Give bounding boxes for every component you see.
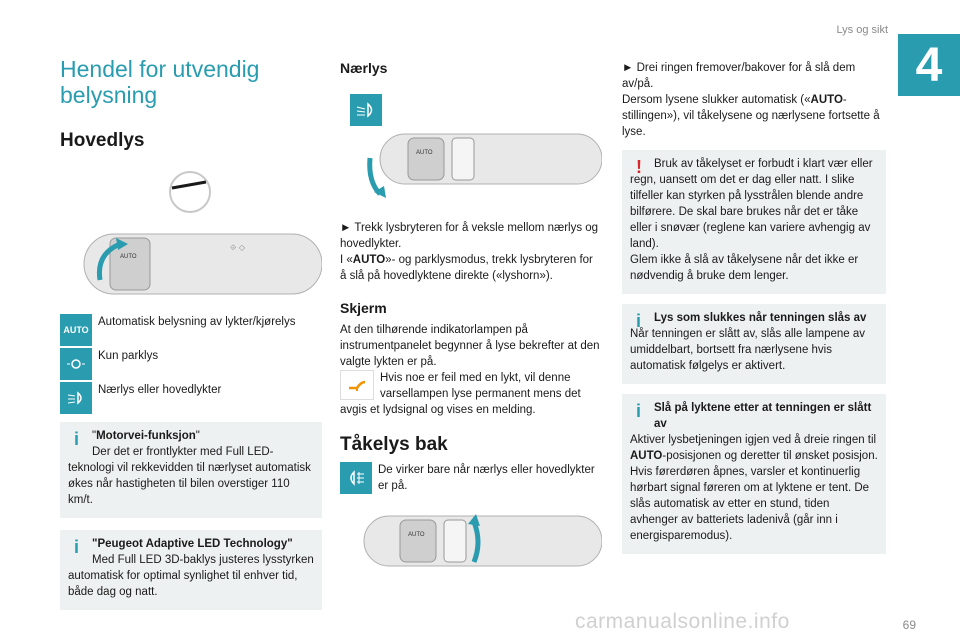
page-number: 69: [902, 618, 916, 632]
parking-lights-icon: [60, 348, 92, 380]
naerlys-instruction: ► Trekk lysbryteren for å veksle mellom nærlys og hovedlykter.: [340, 222, 599, 250]
steering-wheel-icon: [60, 162, 322, 218]
info-icon: i: [636, 401, 642, 421]
note-motorway-title: Motorvei-funksjon: [96, 430, 196, 442]
low-beam-indicator-icon: [350, 94, 382, 126]
auto-icon: AUTO: [60, 314, 92, 346]
ring-auto-bold: AUTO: [810, 94, 843, 106]
ring-auto-pre: Dersom lysene slukker automatisk («: [622, 94, 811, 106]
column-2: [340, 56, 602, 582]
steering-illustration: [60, 162, 322, 218]
rear-fog-icon: [340, 462, 372, 494]
fog-text: De virker bare når nærlys eller hovedlykter er på.: [378, 464, 595, 492]
stalk-illustration-2: [340, 128, 602, 204]
note-adaptive-title: "Peugeot Adaptive LED Technology": [92, 538, 293, 550]
info-note-adaptive: [60, 530, 322, 610]
skjerm-text: At den tilhørende indikatorlampen på instrumentpanelet begynner å lyse bekrefter at den valgte lykten er på.: [340, 324, 600, 368]
light-stalk-icon: [60, 224, 322, 304]
naerlys-auto-post: »- og parklysmodus, trekk lysbryteren for å slå på hovedlyktene direkte («lyshorn»).: [340, 254, 593, 282]
note-lights-post: -posisjonen og deretter til ønsket posisjon.: [662, 450, 878, 462]
naerlys-auto-bold: AUTO: [352, 254, 386, 266]
warning-fog-text: Bruk av tåkelyset er forbudt i klart vær eller regn, uansett om det er dag eller natt. I slike tilfeller kan styrken på lysstrålen blende andre bilførere. De skal bare brukes når det er tåke eller i snøvær (reglene kan variere avhengig av land).: [630, 158, 873, 250]
skjerm-warning-text: Hvis noe er feil med en lykt, vil denne varsellampen lyse permanent mens det avgis et lydsignal og vises en melding.: [340, 372, 581, 416]
light-stalk-icon: [340, 128, 602, 204]
note-lights-pre: Aktiver lysbetjeningen igjen ved å dreie ringen til: [630, 434, 877, 446]
icon-row-auto: [60, 314, 322, 346]
skjerm-warning-block: [340, 370, 602, 418]
icon-label-parking: Kun parklys: [98, 350, 159, 362]
icon-label-beam: Nærlys eller hovedlykter: [98, 384, 222, 396]
heading-hovedlys: Hovedlys: [60, 130, 145, 151]
heading-taakelys: Tåkelys bak: [340, 434, 448, 455]
stalk-illustration-3: [340, 502, 602, 582]
note-ignition-text: Når tenningen er slått av, slås alle lampene av umiddelbart, bortsett fra nærlysene hvis automatisk følgelys er aktivert.: [630, 328, 866, 372]
info-note-ignition-off: [622, 304, 886, 384]
low-high-beam-icon: [60, 382, 92, 414]
column-3: [622, 56, 886, 554]
watermark: carmanualsonline.info: [575, 610, 790, 633]
column-1: [60, 56, 322, 610]
warning-icon: !: [636, 157, 642, 177]
heading-naerlys: Nærlys: [340, 60, 388, 76]
heading-skjerm: Skjerm: [340, 300, 387, 316]
note-lights-after-title: Slå på lyktene etter at tenningen er slått av: [654, 402, 872, 430]
ring-auto-text: [622, 92, 886, 140]
note-lights-bold: AUTO: [630, 450, 663, 462]
warning-note-fog: [622, 150, 886, 294]
note-adaptive-text: Med Full LED 3D-baklys justeres lysstyrken automatisk for optimal synlighet til enhver tid, både dag og natt.: [68, 554, 314, 598]
naerlys-auto-text: [340, 252, 602, 284]
chapter-badge: 4: [898, 34, 960, 96]
icon-row-parking: [60, 348, 322, 380]
svg-text:⟐ ◇: ⟐ ◇: [230, 243, 245, 252]
svg-text:AUTO: AUTO: [416, 150, 433, 156]
icon-label-auto: Automatisk belysning av lykter/kjørelys: [98, 316, 296, 328]
info-icon: i: [636, 311, 642, 331]
svg-text:AUTO: AUTO: [120, 254, 137, 260]
ring-instruction: ► Drei ringen fremover/bakover for å slå dem av/på.: [622, 62, 856, 90]
svg-text:AUTO: AUTO: [408, 532, 425, 538]
ring-auto-post: -stillingen»), vil tåkelysene og nærlysene fortsette å lyse.: [622, 94, 880, 138]
section-title: Lys og sikt: [836, 24, 888, 36]
fault-warning-icon: [340, 370, 374, 400]
note-lights-after-text-2: Hvis førerdøren åpnes, varsler et kontinuerlig hørbart signal føreren om at lyktene er tent. De slås automatisk av etter en stund, tiden avhenger av batteriets ladenivå (går inn i energisparemodus).: [630, 466, 870, 542]
warning-fog-text-2: Glem ikke å slå av tåkelysene når det ikke er nødvendig å bruke dem lenger.: [630, 254, 859, 282]
info-icon: i: [74, 429, 80, 449]
fog-row: [340, 462, 602, 494]
icon-row-beam: [60, 382, 322, 414]
note-lights-after-text: [630, 432, 878, 464]
note-motorway-text: Der det er frontlykter med Full LED-teknologi vil rekkevidden til nærlyset automatisk økes når hastigheten til bilen overstiger 110 km/t.: [68, 446, 311, 506]
info-icon: i: [74, 537, 80, 557]
light-stalk-icon: [340, 502, 602, 582]
info-note-lights-after: [622, 394, 886, 554]
page-title: Hendel for utvendig belysning: [60, 56, 260, 108]
naerlys-auto-pre: I «: [340, 254, 353, 266]
note-ignition-title: Lys som slukkes når tenningen slås av: [654, 312, 867, 324]
info-note-motorway: i "Motorvei-funksjon" Der det er frontlykter med Full LED-teknologi vil rekkevidden til nærlyset automatisk økes når hastigheten til bilen overstiger 110 km/t.: [60, 422, 322, 518]
stalk-illustration-1: [60, 224, 322, 304]
